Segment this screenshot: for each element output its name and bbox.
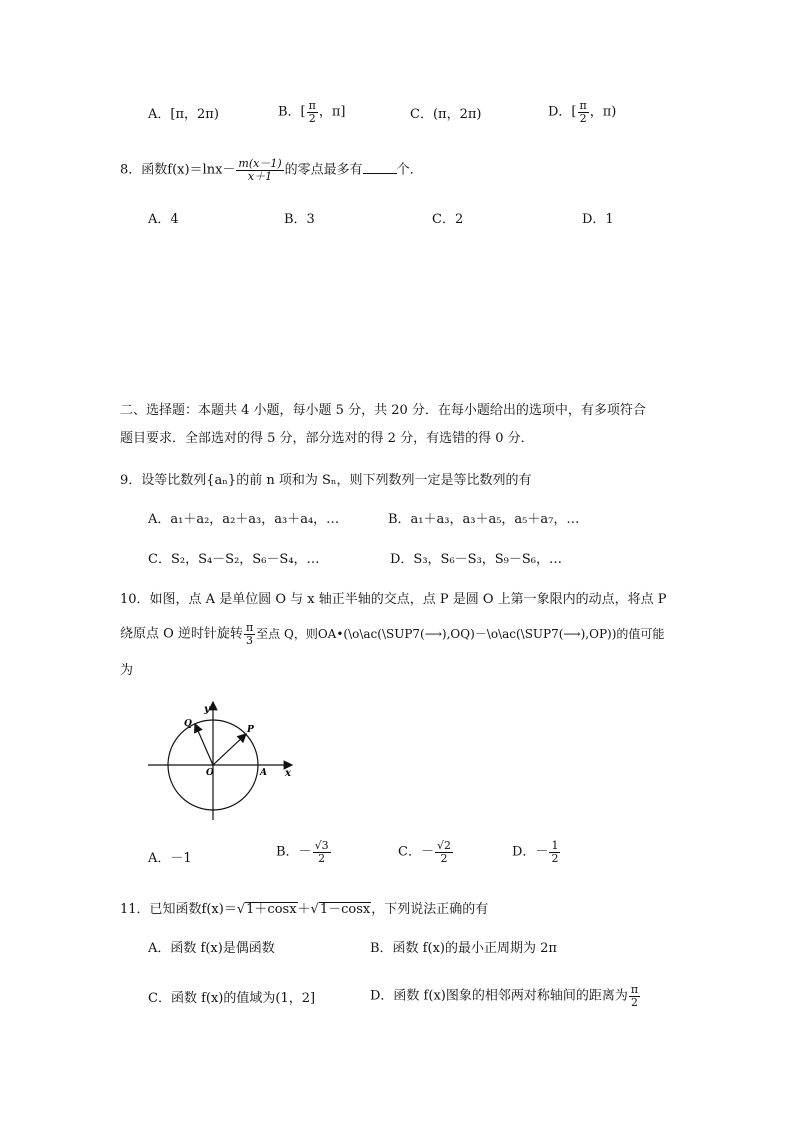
q11-option-d-fraction — [629, 984, 640, 1008]
label-x: x — [285, 768, 291, 779]
q11-option-c: C．函数 f(x)的值域为(1，2] — [148, 991, 316, 1006]
q8-stem — [120, 158, 423, 182]
q11-stem-suffix: ，下列说法正确的有 — [371, 902, 489, 917]
q10-option-c-prefix: C．－ — [398, 844, 434, 860]
q10-stem-line2 — [120, 622, 664, 646]
q11-option-a: A．函数 f(x)是偶函数 — [148, 941, 275, 956]
q10-line2-denominator: 3 — [246, 633, 254, 647]
q10-option-d-denominator: 2 — [551, 851, 559, 865]
q10-option-a: A．－1 — [148, 851, 192, 866]
q7-option-b-denominator: 2 — [308, 111, 316, 125]
q10-option-b-numerator: √3 — [314, 839, 329, 852]
q11-option-d-numerator: π — [630, 983, 639, 996]
q8-option-b: B．3 — [284, 212, 315, 227]
q10-option-b-fraction — [313, 840, 331, 864]
q7-option-b-suffix: ，π] — [318, 104, 346, 120]
q10-option-b — [276, 840, 332, 864]
q10-option-b-denominator: 2 — [318, 851, 326, 865]
vector-op — [213, 734, 246, 765]
q9-stem: 9．设等比数列{aₙ}的前 n 项和为 Sₙ，则下列数列一定是等比数列的有 — [120, 473, 532, 488]
q10-stem-line1: 10．如图，点 A 是单位圆 O 与 x 轴正半轴的交点，点 P 是圆 O 上第一象限内的动点，将点 P — [120, 592, 667, 607]
q7-option-d-fraction — [578, 100, 589, 124]
q10-line2-numerator: π — [245, 621, 254, 634]
q11-option-d — [370, 984, 641, 1008]
q11-root1: 1＋cosx — [246, 902, 297, 917]
q7-option-b-numerator: π — [308, 99, 316, 112]
q10-option-d-prefix: D．－ — [512, 844, 549, 860]
q10-option-c-numerator: √2 — [436, 839, 451, 852]
q11-plus: ＋ — [297, 902, 311, 917]
q9-option-b: B．a₁＋a₃，a₃＋a₅，a₅＋a₇，… — [388, 512, 580, 527]
q7-option-c: C．(π，2π) — [410, 107, 482, 122]
q8-answer-blank — [363, 173, 397, 174]
q11-stem-prefix: 11．已知函数f(x)＝ — [120, 902, 237, 917]
q8-fraction-denominator: x＋1 — [247, 169, 273, 183]
q9-option-d: D．S₃，S₆－S₃，S₉－S₆，… — [390, 552, 563, 567]
q8-option-d: D．1 — [582, 212, 614, 227]
q7-option-b-fraction — [307, 100, 318, 124]
label-p: P — [247, 725, 254, 735]
q10-option-b-prefix: B．－ — [276, 844, 312, 860]
vector-oq — [195, 724, 213, 765]
q10-unit-circle-figure — [140, 698, 310, 824]
q11-stem: 11．已知函数f(x)＝√1＋cosx＋√1－cosx，下列说法正确的有 — [120, 902, 489, 917]
q7-option-d-denominator: 2 — [579, 111, 587, 125]
q11-option-d-prefix: D．函数 f(x)图象的相邻两对称轴间的距离为 — [370, 988, 628, 1004]
q10-option-d-numerator: 1 — [551, 839, 559, 852]
label-q: Q — [184, 719, 192, 729]
q9-option-c: C．S₂，S₄－S₂，S₆－S₄，… — [148, 552, 320, 567]
q7-option-d-prefix: D．[ — [548, 104, 577, 120]
q8-stem-fraction — [236, 158, 283, 182]
q10-line2-suffix: 至点 Q，则OA•(\o\ac(\SUP7(⟶),OQ)－\o\ac(\SUP7(⟶),OP))的值可能 — [256, 627, 665, 642]
q7-option-b — [278, 100, 346, 124]
q10-line2-prefix: 绕原点 O 逆时针旋转 — [120, 626, 243, 642]
q8-stem-suffix: 的零点最多有 — [284, 162, 363, 178]
label-o: O — [206, 768, 214, 778]
q9-option-a: A．a₁＋a₂，a₂＋a₃，a₃＋a₄，… — [148, 512, 340, 527]
q8-option-a: A．4 — [148, 212, 179, 227]
q7-option-b-prefix: B．[ — [278, 104, 306, 120]
q10-line2-fraction — [244, 622, 255, 646]
q10-option-c — [398, 840, 454, 864]
q11-option-d-denominator: 2 — [630, 995, 638, 1009]
section2-instructions-line2: 题目要求．全部选对的得 5 分，部分选对的得 2 分，有选错的得 0 分． — [120, 431, 534, 446]
section2-instructions-line1: 二、选择题：本题共 4 小题，每小题 5 分，共 20 分．在每小题给出的选项中，有多项符合 — [120, 403, 646, 418]
q8-stem-end: 个． — [396, 162, 423, 178]
q11-option-b: B．函数 f(x)的最小正周期为 2π — [370, 941, 557, 956]
q7-option-d-suffix: ，π) — [589, 104, 617, 120]
q7-option-d — [548, 100, 616, 124]
label-a: A — [260, 768, 267, 778]
q10-option-d-fraction — [549, 840, 560, 864]
q8-stem-prefix: 8．函数f(x)＝lnx－ — [120, 162, 236, 178]
q8-option-c: C．2 — [432, 212, 464, 227]
q10-option-c-fraction — [435, 840, 453, 864]
q7-option-a: A．[π，2π) — [148, 107, 219, 122]
q11-root2: 1－cosx — [319, 902, 371, 917]
q10-option-c-denominator: 2 — [440, 851, 448, 865]
q7-option-d-numerator: π — [579, 99, 587, 112]
q8-fraction-numerator: m(x－1) — [238, 157, 282, 170]
q10-stem-line3: 为 — [120, 663, 134, 678]
q10-option-d — [512, 840, 561, 864]
label-y: y — [204, 704, 210, 715]
